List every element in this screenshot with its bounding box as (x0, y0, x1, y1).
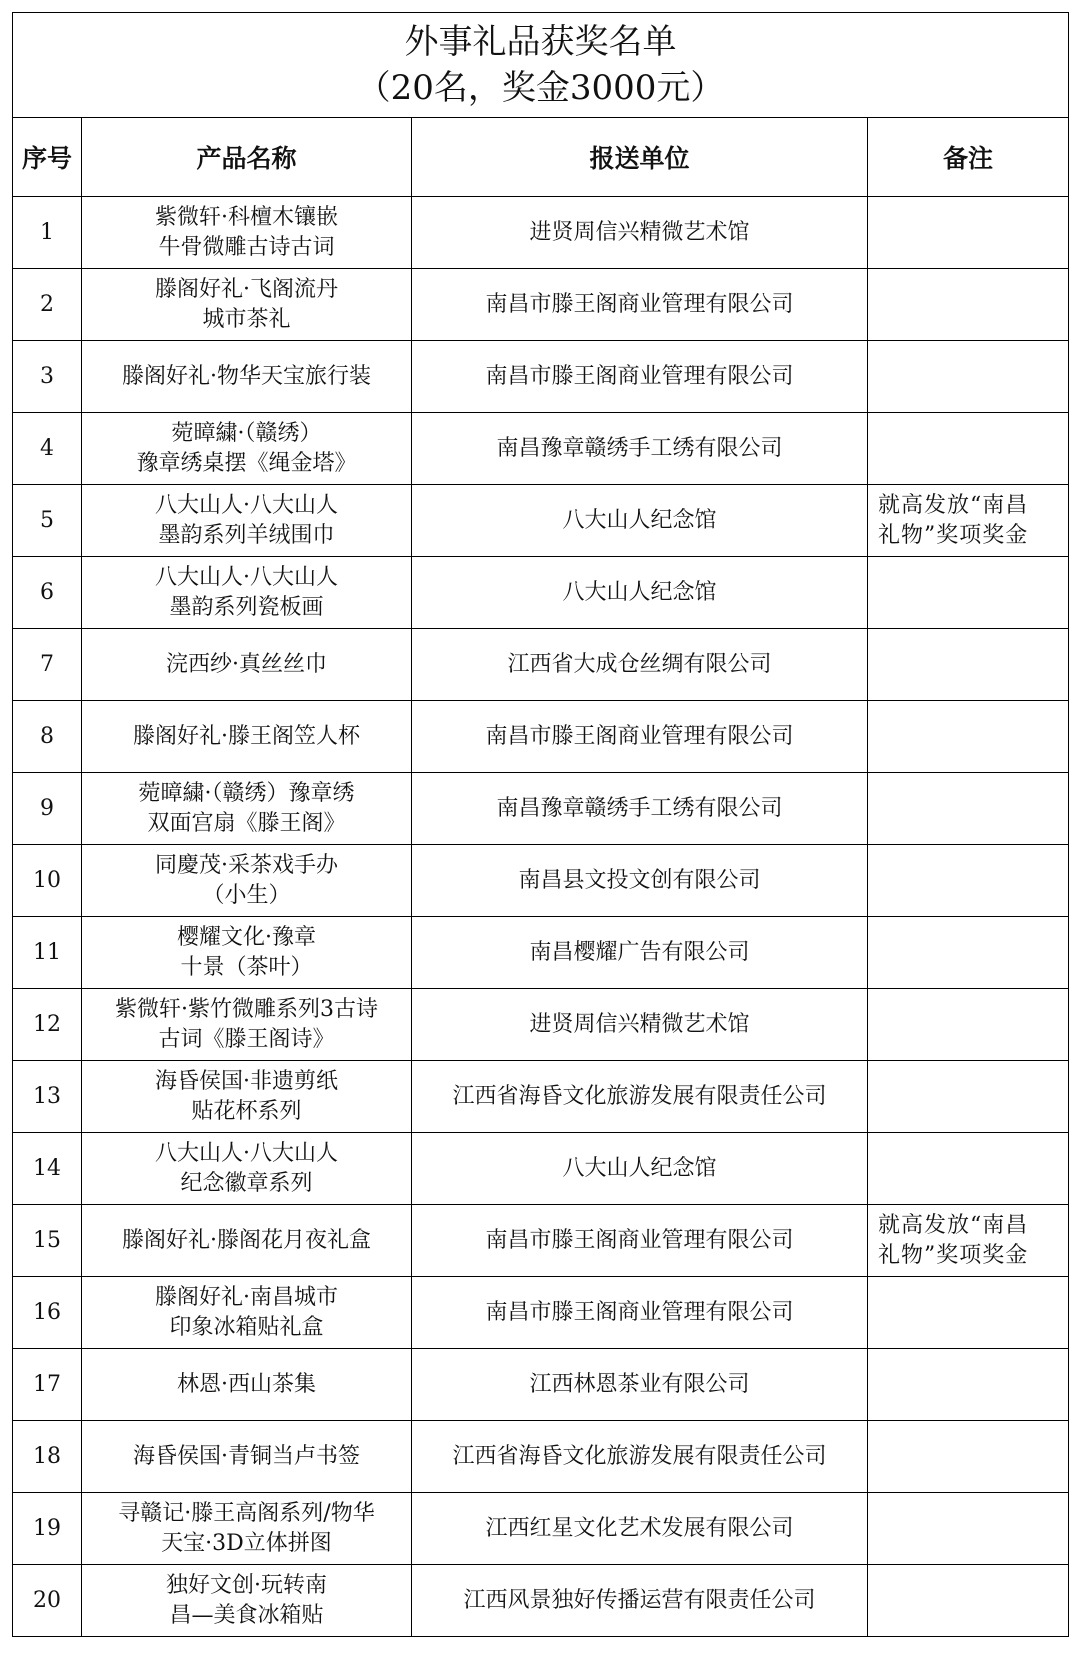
remark (868, 701, 1069, 773)
submitting-unit: 南昌市滕王阁商业管理有限公司 (412, 341, 868, 413)
submitting-unit: 江西省大成仓丝绸有限公司 (412, 629, 868, 701)
remark (868, 197, 1069, 269)
row-number: 19 (13, 1493, 82, 1565)
remark (868, 989, 1069, 1061)
product-name: 滕阁好礼·滕阁花月夜礼盒 (82, 1205, 412, 1277)
table-title (13, 13, 1069, 118)
remark (868, 1277, 1069, 1349)
submitting-unit: 江西红星文化艺术发展有限公司 (412, 1493, 868, 1565)
remark (868, 1133, 1069, 1205)
row-number: 17 (13, 1349, 82, 1421)
submitting-unit: 江西风景独好传播运营有限责任公司 (412, 1565, 868, 1637)
submitting-unit: 江西省海昏文化旅游发展有限责任公司 (412, 1061, 868, 1133)
product-name: 八大山人·八大山人 纪念徽章系列 (82, 1133, 412, 1205)
remark (868, 1061, 1069, 1133)
product-name: 八大山人·八大山人 墨韵系列羊绒围巾 (82, 485, 412, 557)
remark (868, 845, 1069, 917)
submitting-unit: 南昌豫章赣绣手工绣有限公司 (412, 773, 868, 845)
title-line-2: （20名，奖金3000元） (356, 68, 725, 108)
table-row (13, 413, 1069, 485)
remark (868, 773, 1069, 845)
submitting-unit: 南昌市滕王阁商业管理有限公司 (412, 701, 868, 773)
remark (868, 917, 1069, 989)
table-row (13, 1349, 1069, 1421)
title-line-1: 外事礼品获奖名单 (404, 22, 677, 62)
row-number: 18 (13, 1421, 82, 1493)
product-name: 海昏侯国·非遗剪纸 贴花杯系列 (82, 1061, 412, 1133)
remark (868, 1349, 1069, 1421)
row-number: 12 (13, 989, 82, 1061)
submitting-unit: 八大山人纪念馆 (412, 1133, 868, 1205)
product-name: 滕阁好礼·物华天宝旅行装 (82, 341, 412, 413)
table-row (13, 1061, 1069, 1133)
product-name: 滕阁好礼·南昌城市 印象冰箱贴礼盒 (82, 1277, 412, 1349)
table-row (13, 773, 1069, 845)
row-number: 16 (13, 1277, 82, 1349)
table-row (13, 1277, 1069, 1349)
row-number: 13 (13, 1061, 82, 1133)
header-row (13, 118, 1069, 197)
row-number: 4 (13, 413, 82, 485)
table-row (13, 485, 1069, 557)
submitting-unit: 南昌县文投文创有限公司 (412, 845, 868, 917)
product-name: 紫微轩·紫竹微雕系列3古诗 古词《滕王阁诗》 (82, 989, 412, 1061)
submitting-unit: 进贤周信兴精微艺术馆 (412, 197, 868, 269)
remark: 就高发放“南昌 礼物”奖项奖金 (868, 1205, 1069, 1277)
submitting-unit: 进贤周信兴精微艺术馆 (412, 989, 868, 1061)
row-number: 9 (13, 773, 82, 845)
table-row (13, 701, 1069, 773)
table-row (13, 629, 1069, 701)
header-name: 产品名称 (82, 118, 412, 197)
row-number: 1 (13, 197, 82, 269)
table-row (13, 1493, 1069, 1565)
submitting-unit: 南昌市滕王阁商业管理有限公司 (412, 1277, 868, 1349)
row-number: 14 (13, 1133, 82, 1205)
table-row (13, 845, 1069, 917)
table-row (13, 1421, 1069, 1493)
submitting-unit: 南昌市滕王阁商业管理有限公司 (412, 1205, 868, 1277)
remark (868, 1565, 1069, 1637)
row-number: 20 (13, 1565, 82, 1637)
row-number: 2 (13, 269, 82, 341)
table-row (13, 1205, 1069, 1277)
row-number: 3 (13, 341, 82, 413)
remark (868, 629, 1069, 701)
product-name: 菀暲繍·（赣绣） 豫章绣桌摆《绳金塔》 (82, 413, 412, 485)
product-name: 滕阁好礼·滕王阁笠人杯 (82, 701, 412, 773)
table-row (13, 269, 1069, 341)
product-name: 独好文创·玩转南 昌—美食冰箱贴 (82, 1565, 412, 1637)
product-name: 菀暲繍·（赣绣）豫章绣 双面宫扇《滕王阁》 (82, 773, 412, 845)
table-row (13, 341, 1069, 413)
product-name: 寻赣记·滕王高阁系列/物华 天宝·3D立体拼图 (82, 1493, 412, 1565)
product-name: 紫微轩·科檀木镶嵌 牛骨微雕古诗古词 (82, 197, 412, 269)
row-number: 11 (13, 917, 82, 989)
product-name: 浣西纱·真丝丝巾 (82, 629, 412, 701)
remark (868, 269, 1069, 341)
product-name: 海昏侯国·青铜当卢书签 (82, 1421, 412, 1493)
header-no: 序号 (13, 118, 82, 197)
remark (868, 1421, 1069, 1493)
row-number: 7 (13, 629, 82, 701)
award-list-table (12, 12, 1069, 1637)
submitting-unit: 八大山人纪念馆 (412, 557, 868, 629)
submitting-unit: 南昌市滕王阁商业管理有限公司 (412, 269, 868, 341)
submitting-unit: 南昌樱耀广告有限公司 (412, 917, 868, 989)
header-note: 备注 (868, 118, 1069, 197)
product-name: 林恩·西山茶集 (82, 1349, 412, 1421)
table-row (13, 557, 1069, 629)
remark (868, 413, 1069, 485)
product-name: 樱耀文化·豫章 十景（茶叶） (82, 917, 412, 989)
submitting-unit: 江西省海昏文化旅游发展有限责任公司 (412, 1421, 868, 1493)
remark (868, 341, 1069, 413)
remark (868, 557, 1069, 629)
row-number: 10 (13, 845, 82, 917)
submitting-unit: 江西林恩茶业有限公司 (412, 1349, 868, 1421)
table-row (13, 989, 1069, 1061)
header-unit: 报送单位 (412, 118, 868, 197)
submitting-unit: 南昌豫章赣绣手工绣有限公司 (412, 413, 868, 485)
table-row (13, 917, 1069, 989)
product-name: 滕阁好礼·飞阁流丹 城市茶礼 (82, 269, 412, 341)
row-number: 8 (13, 701, 82, 773)
row-number: 15 (13, 1205, 82, 1277)
row-number: 6 (13, 557, 82, 629)
table-row (13, 197, 1069, 269)
remark (868, 1493, 1069, 1565)
product-name: 同慶茂·采茶戏手办 （小生） (82, 845, 412, 917)
row-number: 5 (13, 485, 82, 557)
table-row (13, 1133, 1069, 1205)
remark: 就高发放“南昌 礼物”奖项奖金 (868, 485, 1069, 557)
table-row (13, 1565, 1069, 1637)
submitting-unit: 八大山人纪念馆 (412, 485, 868, 557)
product-name: 八大山人·八大山人 墨韵系列瓷板画 (82, 557, 412, 629)
